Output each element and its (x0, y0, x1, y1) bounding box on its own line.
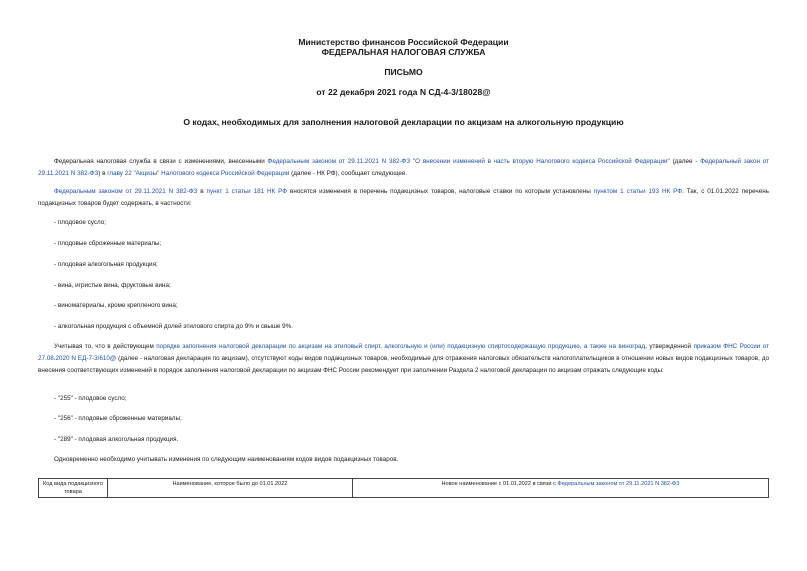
p1-text-d: (далее - НК РФ), сообщает следующее. (289, 170, 408, 177)
article-181-link[interactable]: пункт 1 статьи 181 НК РФ (206, 188, 288, 195)
law-link-table[interactable]: Федеральным законом от 29.11.2021 N 382-ФЗ (557, 481, 680, 487)
table-header-row (39, 479, 769, 498)
list-item: - алкогольная продукция с объемной долей этилового спирта до 9% и свыше 9%. (54, 323, 294, 330)
list-item: - "289" - плодовая алкогольная продукция. (54, 436, 179, 443)
table-header-new-text: Новое наименование с 01.01.2022 в связи с (441, 481, 558, 487)
codes-table (38, 478, 769, 498)
paragraph-1 (38, 156, 769, 180)
law-link-2[interactable]: Федеральным законом от 29.11.2021 N 382-ФЗ (54, 188, 198, 195)
p3-text-c: (далее - налоговая декларация по акцизам), отсутствуют коды видов подакцизных товаров, необходимые для отражения налоговых обязательств налогоплательщиков в отношении новых видов подакцизных товаров, до внесения соответствующих изменений в порядок заполнения налоговой декларации по акцизам ФНС России рекомендует при заполнении Раздела 2 налоговой декларации по акцизам отражать следующие коды: (38, 355, 769, 374)
p3-text-b: , утвержденной (645, 343, 694, 350)
p2-text-c: . Так, с 01.01.2022 перечень подакцизных товаров будет содержать, в частности: (38, 188, 769, 207)
fns-order-link[interactable]: приказом ФНС России от 27.08.2020 N ЕД-7-3/610@ (38, 343, 769, 362)
p1-text-b: (далее - (669, 158, 701, 165)
article-193-link[interactable]: пунктом 1 статьи 193 НК РФ (593, 188, 683, 195)
ministry-title: Министерство финансов Российской Федерации (298, 37, 509, 47)
chapter-22-link[interactable]: главу 22 "Акцизы" Налогового кодекса Российской Федерации (107, 170, 290, 177)
p1-text-a: Федеральная налоговая служба в связи с изменениями, внесенными (54, 158, 268, 165)
list-item: - плодовое сусло; (54, 219, 106, 226)
list-item: - "256" - плодовые сброженные материалы; (54, 415, 182, 422)
table-header-new-name (353, 479, 769, 498)
p2-text-a: в (197, 188, 207, 195)
p1-text-c: ) в (98, 170, 108, 177)
paragraph-2 (38, 186, 769, 210)
document-date: от 22 декабря 2021 года N СД-4-3/18028@ (316, 87, 491, 97)
document-subject: О кодах, необходимых для заполнения налоговой декларации по акцизам на алкогольную продукцию (183, 117, 624, 127)
table-header-old-name: Наименование, которое было до 01.01.2022 (108, 479, 353, 498)
list-item: - плодовые сброженные материалы; (54, 240, 162, 247)
list-item: - плодовая алкогольная продукция; (54, 261, 158, 268)
law-short-link[interactable]: Федеральный закон от 29.11.2021 N 382-ФЗ (38, 158, 770, 177)
p2-text-b: вносятся изменения в перечень подакцизных товаров, налоговые ставки по которым установлены (287, 188, 594, 195)
list-item: - "255" - плодовое сусло; (54, 395, 127, 402)
paragraph-4: Одновременно необходимо учитывать изменения по следующим наименованиям кодов видов подакцизных товаров. (54, 456, 399, 463)
service-title: ФЕДЕРАЛЬНАЯ НАЛОГОВАЯ СЛУЖБА (321, 47, 486, 57)
document-type: ПИСЬМО (384, 67, 423, 77)
declaration-procedure-link[interactable]: порядке заполнения налоговой декларации по акцизам на этиловый спирт, алкогольную и (или) подакцизную спиртосодержащую продукцию, а также на виноград (156, 343, 646, 350)
law-link[interactable]: Федеральным законом от 29.11.2021 N 382-ФЗ "О внесении изменений в часть вторую Налогового кодекса Российской Федерации" (267, 158, 670, 165)
paragraph-3 (38, 341, 769, 377)
table-header-code: Код вида подакцизного товара (39, 479, 108, 498)
list-item: - виноматериалы, кроме крепленого вина; (54, 302, 178, 309)
p3-text-a: Учитывая то, что в действующем (54, 343, 157, 350)
list-item: - вина, игристые вина, фруктовые вина; (54, 282, 171, 289)
